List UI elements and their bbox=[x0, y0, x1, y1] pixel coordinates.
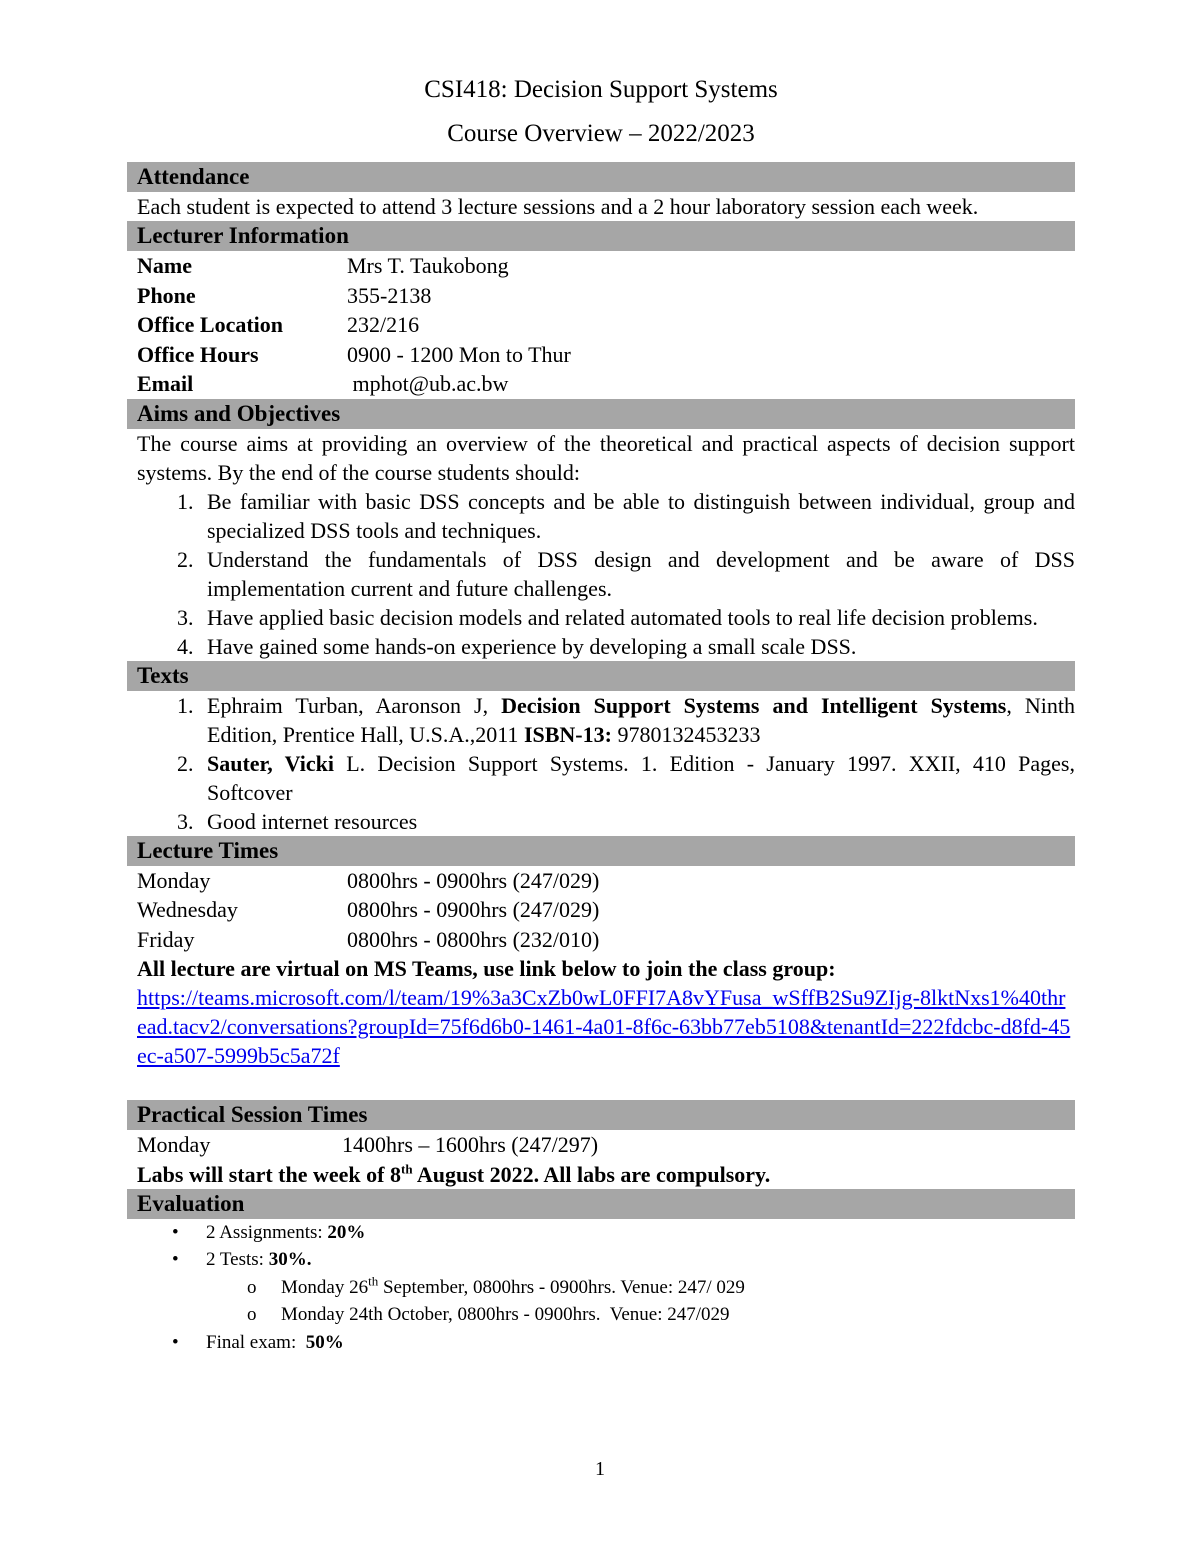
list-item: • Final exam: 50% bbox=[172, 1331, 344, 1353]
value: 355-2138 bbox=[347, 282, 432, 308]
lecturer-office-row bbox=[127, 310, 1075, 340]
lecture-times-heading: Lecture Times bbox=[127, 836, 1075, 866]
lecturer-phone-row bbox=[127, 281, 1075, 311]
practical-heading: Practical Session Times bbox=[127, 1100, 1075, 1130]
texts-heading: Texts bbox=[127, 661, 1075, 691]
list-item: 1. Be familiar with basic DSS concepts and be able to distinguish between individual, group and specialized DSS tools and techniques. bbox=[177, 488, 1075, 543]
attendance-heading: Attendance bbox=[127, 162, 1075, 192]
teams-link[interactable]: https://teams.microsoft.com/l/team/19%3a3CxZb0wL0FFI7A8vYFusa_wSffB2Su9ZIjg-8lktNxs1%40thread.tacv2/conversations?groupId=75f6d6b0-1461-4a01-8f6c-63bb77eb5108&tenantId=222fdcbc-d8fd-45ec-a507-5999b5c5a72f bbox=[137, 985, 1071, 1068]
lecture-row-monday: Monday 0800hrs - 0900hrs (247/029) bbox=[137, 867, 600, 893]
document-content bbox=[127, 72, 1075, 1356]
attendance-text: Each student is expected to attend 3 lecture sessions and a 2 hour laboratory session each week. bbox=[137, 194, 979, 219]
list-item: • 2 Assignments: 20% bbox=[172, 1221, 366, 1243]
labs-note: Labs will start the week of 8th August 2022. All labs are compulsory. bbox=[137, 1161, 771, 1187]
list-item: o Monday 26th September, 0800hrs - 0900hrs. Venue: 247/ 029 bbox=[247, 1273, 745, 1298]
list-item: 3. Good internet resources bbox=[177, 808, 418, 834]
list-item: 2. Understand the fundamentals of DSS design and development and be aware of DSS implementation current and future challenges. bbox=[177, 546, 1075, 601]
evaluation-list bbox=[127, 1219, 1075, 1357]
practical-row: Monday 1400hrs – 1600hrs (247/297) bbox=[137, 1132, 599, 1157]
lecturer-name-row bbox=[127, 251, 1075, 281]
page-number: 1 bbox=[595, 1458, 605, 1480]
lecturer-hours-row bbox=[127, 340, 1075, 370]
list-item: 4. Have gained some hands-on experience by developing a small scale DSS. bbox=[177, 633, 857, 659]
value: 232/216 bbox=[347, 312, 420, 337]
lecturer-email-row bbox=[127, 369, 1075, 399]
aims-heading: Aims and Objectives bbox=[127, 399, 1075, 429]
list-item: • 2 Tests: 30%. bbox=[172, 1249, 312, 1270]
evaluation-heading: Evaluation bbox=[127, 1189, 1075, 1219]
label: Name bbox=[137, 253, 192, 278]
list-item: o Monday 24th October, 0800hrs - 0900hrs. Venue: 247/029 bbox=[247, 1304, 730, 1325]
aims-intro: The course aims at providing an overview of the theoretical and practical aspects of decision support systems. By the end of the course students should: bbox=[137, 430, 1075, 485]
lecture-row-wednesday: Wednesday 0800hrs - 0900hrs (247/029) bbox=[137, 897, 600, 922]
list-item: 3. Have applied basic decision models and related automated tools to real life decision problems. bbox=[177, 604, 1038, 630]
teams-note: All lecture are virtual on MS Teams, use link below to join the class group: bbox=[137, 956, 836, 981]
label: Office Hours bbox=[137, 341, 259, 367]
value: Mrs T. Taukobong bbox=[347, 253, 509, 278]
lecturer-heading: Lecturer Information bbox=[127, 221, 1075, 251]
course-title: CSI418: Decision Support Systems bbox=[424, 76, 778, 103]
label: Office Location bbox=[137, 312, 284, 337]
label: Email bbox=[137, 371, 194, 396]
course-subtitle: Course Overview – 2022/2023 bbox=[447, 120, 755, 147]
email-value: mphot@ub.ac.bw bbox=[347, 371, 509, 396]
value: 0900 - 1200 Mon to Thur bbox=[347, 341, 571, 367]
lecture-row-friday: Friday 0800hrs - 0800hrs (232/010) bbox=[137, 926, 600, 952]
list-item: 2. Sauter, Vicki L. Decision Support Systems. 1. Edition - January 1997. XXII, 410 Pages, Softcover bbox=[177, 750, 1075, 805]
aims-list bbox=[127, 487, 1075, 661]
list-item: 1. Ephraim Turban, Aaronson J, Decision Support Systems and Intelligent Systems, Ninth Edition, Prentice Hall, U.S.A.,2011 ISBN-13: 9780132453233 bbox=[177, 692, 1076, 747]
texts-list bbox=[127, 691, 1075, 836]
label: Phone bbox=[137, 282, 196, 308]
